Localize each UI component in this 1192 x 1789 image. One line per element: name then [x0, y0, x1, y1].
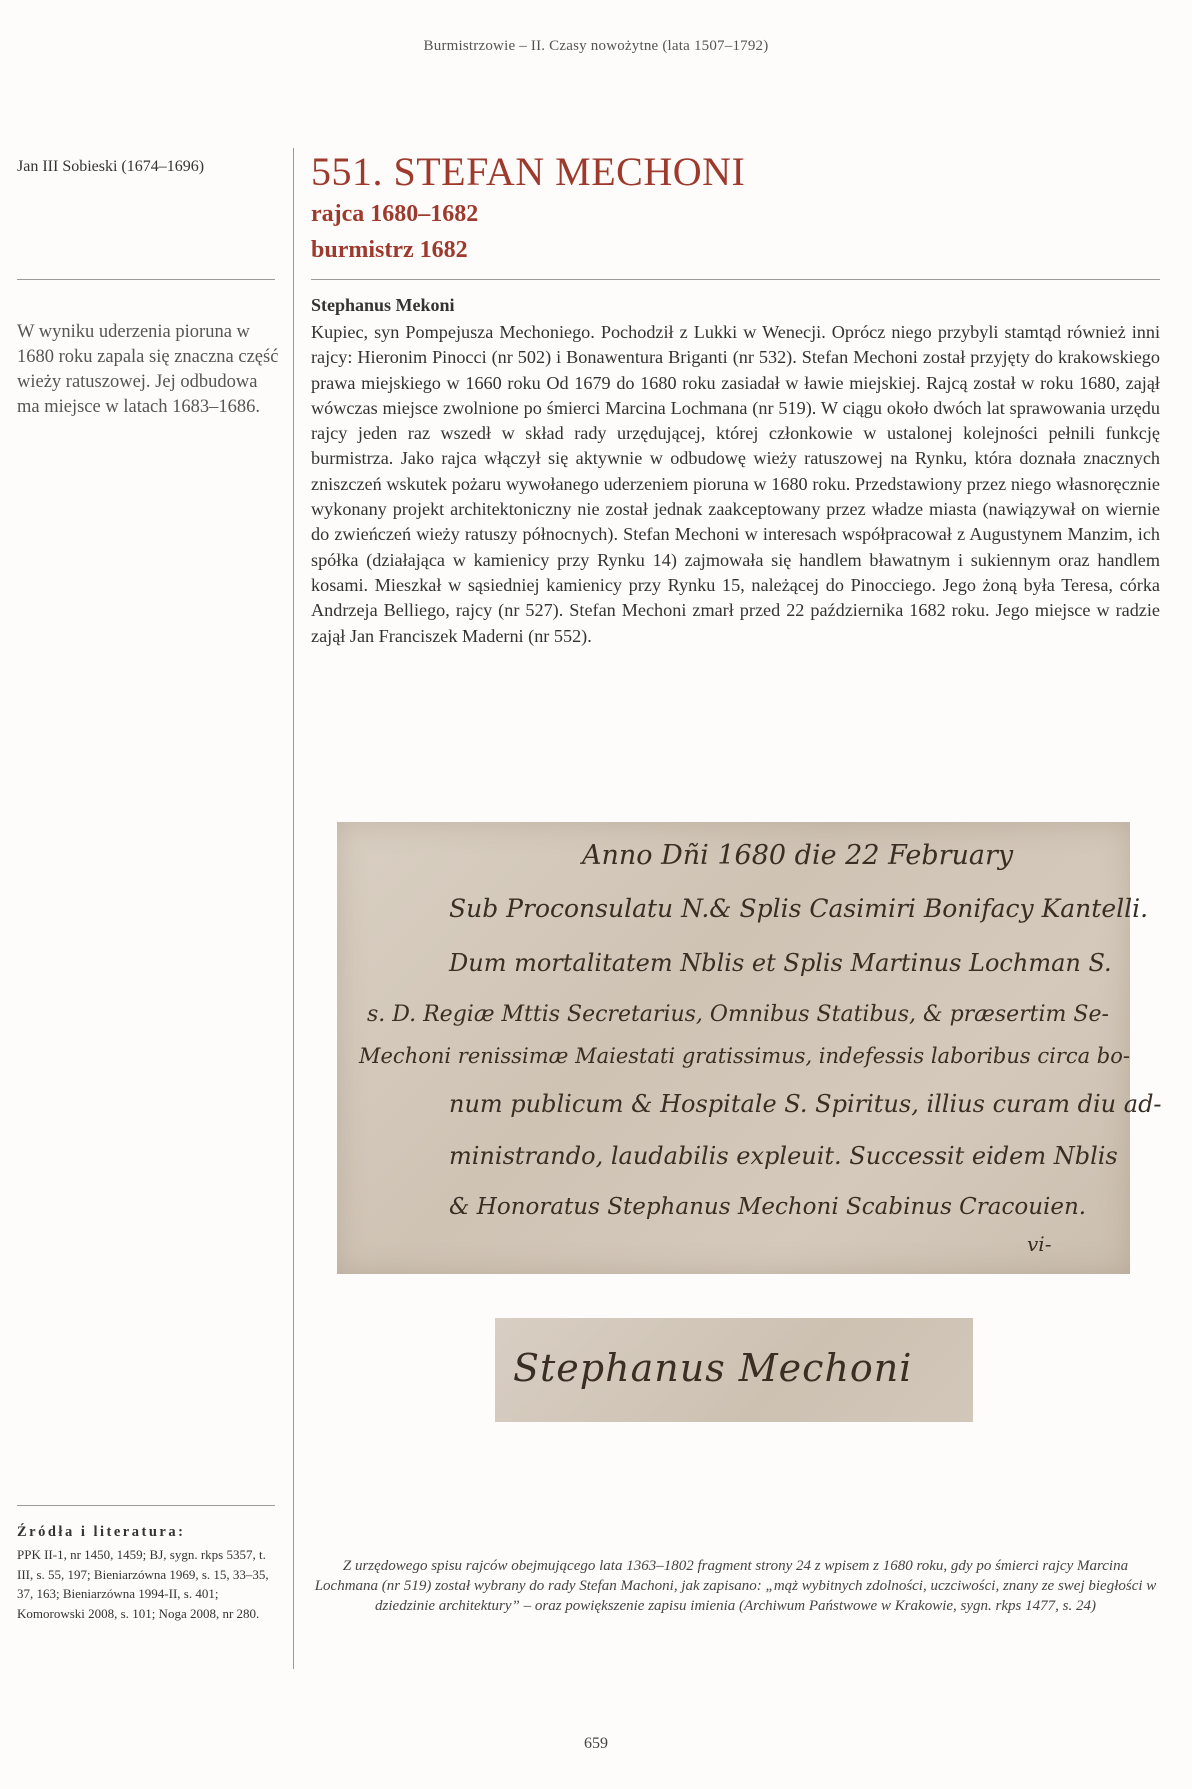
manuscript-line: Sub Proconsulatu N.& Splis Casimiri Bonifacy Kantelli. — [449, 894, 1149, 923]
manuscript-line: Mechoni renissimæ Maiestati gratissimus, indefessis laboribus circa bo- — [359, 1044, 1130, 1068]
entry-subtitle-councillor: rajca 1680–1682 — [311, 201, 479, 227]
manuscript-line: Dum mortalitatem Nblis et Splis Martinus Lochman S. — [449, 949, 1112, 977]
entry-title: 551. STEFAN MECHONI — [311, 149, 746, 194]
sources-heading: Źródła i literatura: — [17, 1524, 186, 1540]
entry-latin-name: Stephanus Mekoni — [311, 295, 455, 315]
manuscript-line: & Honoratus Stephanus Mechoni Scabinus Cracouien. — [449, 1194, 1087, 1220]
manuscript-line: s. D. Regiæ Mttis Secretarius, Omnibus Statibus, & præsertim Se- — [367, 1002, 1109, 1027]
manuscript-line: vi- — [1027, 1232, 1052, 1256]
sidebar-divider-top — [17, 279, 275, 280]
column-divider — [293, 148, 294, 1669]
sidebar-note: W wyniku uderzenia pioruna w 1680 roku zapala się znaczna część wieży ratuszowej. Jej odbudowa ma miejsce w latach 1683–1686. — [17, 322, 279, 417]
manuscript-line: Anno Dñi 1680 die 22 February — [582, 840, 1014, 871]
entry-subtitle-mayor: burmistrz 1682 — [311, 237, 468, 263]
running-header: Burmistrzowie – II. Czasy nowożytne (lata 1507–1792) — [423, 38, 769, 54]
manuscript-line: ministrando, laudabilis expleuit. Successit eidem Nblis — [449, 1142, 1118, 1170]
page-number: 659 — [584, 1735, 608, 1752]
manuscript-image — [337, 822, 1162, 1274]
entry-divider — [311, 279, 1160, 280]
signature-text: Stephanus Mechoni — [513, 1346, 913, 1390]
entry-biography: Kupiec, syn Pompejusza Mechoniego. Pochodził z Lukki w Wenecji. Oprócz niego przybyli stamtąd również inni rajcy: Hieronim Pinocci (nr 502) i Bonawentura Briganti (nr 532). Stefan Mechoni został przyjęty do krakowskiego prawa miejskiego w 1660 roku Od 1679 do 1680 roku zasiadał w ławie miejskiej. Rajcą został w roku 1680, zajął wówczas miejsce zwolnione po śmierci Marcina Lochmana (nr 519). W ciągu około dwóch lat sprawowania urzędu rajcy jeden raz wszedł w skład rady urzędującej, której członkowie w ustalonej kolejności pełnili funkcję burmistrza. Jako rajca włączył się aktywnie w odbudowę wieży ratuszowej na Rynku, która doznała znacznych zniszczeń wskutek pożaru wywołanego uderzeniem pioruna w 1680 roku. Przedstawiony przez niego własnoręcznie wykonany projekt architektoniczny nie został jednak zaakceptowany przez władze miasta (nawiązywał on wiernie do zwieńczeń wieży ratuszy północnych). Stefan Mechoni w interesach współpracował z Augustynem Manzim, ich spółka (działająca w kamienicy przy Rynku 14) zajmowała się handlem bławatnym i sukiennym oraz handlem kosami. Mieszkał w sąsiedniej kamienicy przy Rynku 15, należącej do Pinocciego. Jego żoną była Teresa, córka Andrzeja Belliego, rajcy (nr 527). Stefan Mechoni zmarł przed 22 października 1682 roku. Jego miejsce w radzie zajął Jan Franciszek Maderni (nr 552). — [311, 322, 1160, 646]
manuscript-line: num publicum & Hospitale S. Spiritus, illius curam diu ad- — [449, 1090, 1162, 1118]
figure-caption: Z urzędowego spisu rajców obejmującego lata 1363–1802 fragment strony 24 z wpisem z 1680 roku, gdy po śmierci rajcy Marcina Lochmana (nr 519) został wybrany do rady Stefan Machoni, jak zapisano: „mąż wybitnych zdolności, uczciwości, znany ze swej biegłości w dziedzinie architektury” – oraz powiększenie zapisu imienia (Archiwum Państwowe w Krakowie, sygn. rkps 1477, s. 24) — [314, 1558, 1157, 1614]
sidebar-reign: Jan III Sobieski (1674–1696) — [17, 158, 205, 175]
sources-text: PPK II-1, nr 1450, 1459; BJ, sygn. rkps 5357, t. III, s. 55, 197; Bieniarzówna 1969, s. 15, 33–35, 37, 163; Bieniarzówna 1994-II, s. 401; Komorowski 2008, s. 101; Noga 2008, nr 280. — [17, 1547, 269, 1621]
sidebar-divider-bottom — [17, 1505, 275, 1506]
signature-image — [495, 1318, 973, 1422]
